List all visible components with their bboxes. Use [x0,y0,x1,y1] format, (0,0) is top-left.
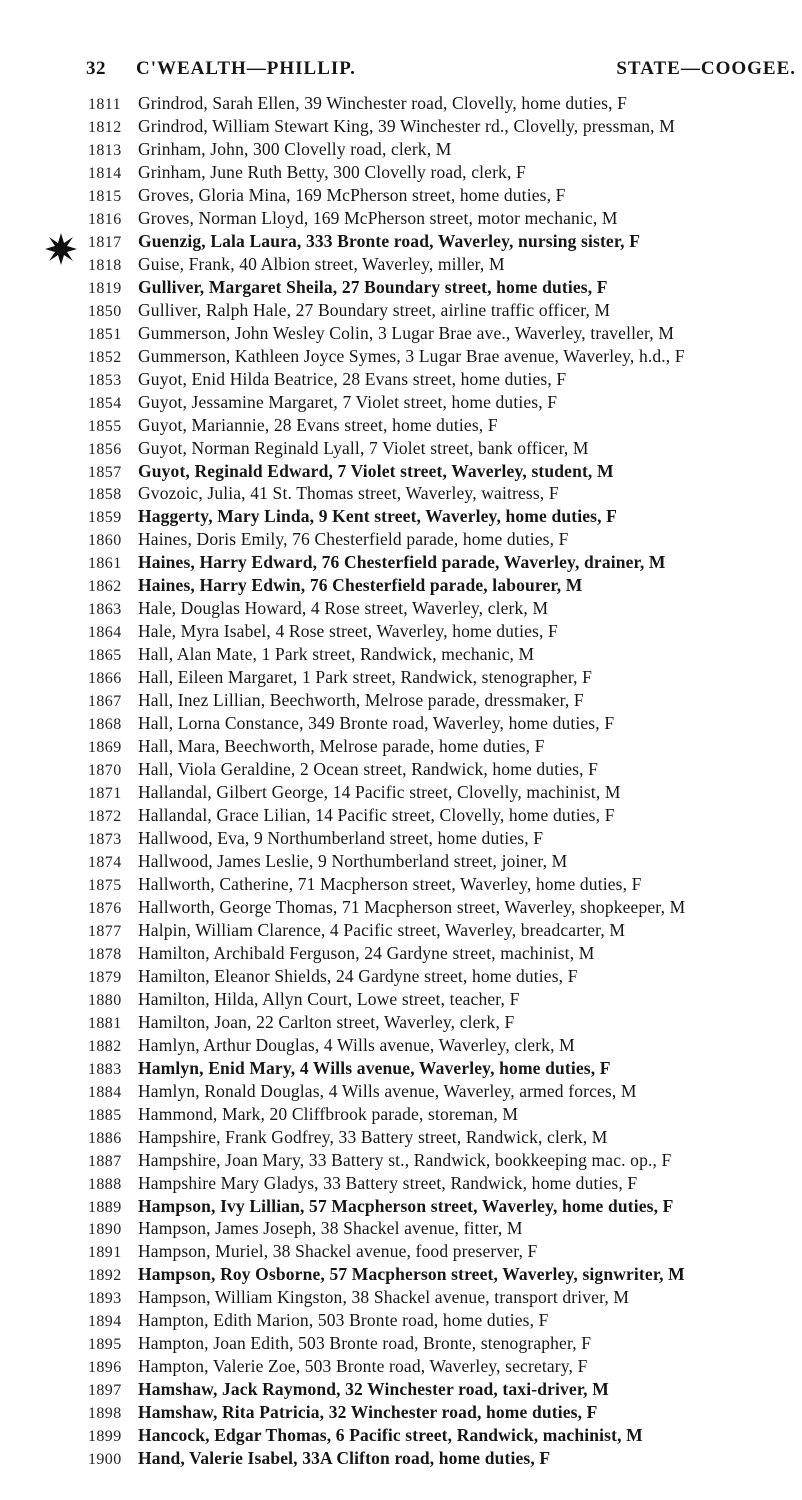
entry-number: 1818 [88,256,122,274]
list-item [88,91,802,114]
list-item [88,734,802,757]
entry-number: 1886 [88,1129,122,1147]
page-number: 32 [86,58,106,79]
entry-number: 1900 [88,1451,122,1469]
running-head-right: STATE—COOGEE. [616,58,796,79]
entry-text: Hammond, Mark, 20 Cliffbrook parade, storeman, M [138,1103,519,1124]
list-item [88,895,802,918]
list-item [88,321,802,344]
entry-text: Gvozoic, Julia, 41 St. Thomas street, Waverley, waitress, F [138,483,559,504]
entry-number: 1890 [88,1221,122,1239]
entry-text: Haggerty, Mary Linda, 9 Kent street, Waverley, home duties, F [138,506,618,527]
entry-number: 1885 [88,1106,122,1124]
entry-text: Hamilton, Eleanor Shields, 24 Gardyne street, home duties, F [138,965,578,986]
entry-text: Hampton, Edith Marion, 503 Bronte road, home duties, F [138,1310,549,1331]
entry-text: Hampson, Roy Osborne, 57 Macpherson street, Waverley, signwriter, M [138,1264,685,1285]
entry-number: 1869 [88,739,122,757]
entry-number: 1880 [88,991,122,1009]
entry-number: 1863 [88,601,122,619]
entry-number: 1866 [88,670,122,688]
entry-text: Hall, Viola Geraldine, 2 Ocean street, Randwick, home duties, F [138,759,599,780]
entry-number: 1877 [88,922,122,940]
entry-number: 1883 [88,1060,122,1078]
entry-number: 1851 [88,325,122,343]
list-item [88,918,802,941]
entry-number: 1878 [88,945,122,963]
entry-number: 1898 [88,1405,122,1423]
list-item [88,780,802,803]
entry-number: 1873 [88,831,122,848]
entry-text: Hallwood, James Leslie, 9 Northumberland street, joiner, M [138,850,568,871]
entry-text: Hallworth, Catherine, 71 Macpherson street, Waverley, home duties, F [138,873,642,894]
entry-text: Guyot, Mariannie, 28 Evans street, home duties, F [138,414,498,435]
entry-number: 1870 [88,762,122,780]
list-item [88,1239,802,1262]
entry-number: 1887 [88,1152,122,1170]
entry-list [88,91,802,1469]
running-head-left: C'WEALTH—PHILLIP. [136,58,356,79]
entry-number: 1859 [88,509,122,527]
list-item [88,275,802,298]
entry-text: Hall, Mara, Beechworth, Melrose parade, home duties, F [138,736,545,757]
entry-text: Hancock, Edgar Thomas, 6 Pacific street, Randwick, machinist, M [138,1425,643,1446]
list-item [88,941,802,964]
entry-text: Gummerson, Kathleen Joyce Symes, 3 Lugar Brae avenue, Waverley, h.d., F [138,345,685,366]
entry-number: 1811 [88,96,122,113]
entry-text: Hamlyn, Enid Mary, 4 Wills avenue, Waverley, home duties, F [138,1057,611,1078]
entry-text: Hamilton, Hilda, Allyn Court, Lowe street, teacher, F [138,988,520,1009]
entry-text: Hamilton, Archibald Ferguson, 24 Gardyne street, machinist, M [138,942,595,963]
list-item [88,344,802,367]
list-item [88,872,802,895]
list-item [88,550,802,573]
entry-number: 1874 [88,853,122,871]
list-item [88,1446,802,1469]
entry-text: Haines, Harry Edward, 76 Chesterfield parade, Waverley, drainer, M [138,552,666,573]
entry-number: 1865 [88,647,122,665]
entry-text: Hallworth, George Thomas, 71 Macpherson street, Waverley, shopkeeper, M [138,896,686,917]
list-item [88,504,802,527]
entry-text: Haines, Harry Edwin, 76 Chesterfield parade, labourer, M [138,575,583,596]
list-item [88,1331,802,1354]
list-item [88,459,802,482]
entry-text: Halpin, William Clarence, 4 Pacific street, Waverley, breadcarter, M [138,919,626,940]
list-item [88,987,802,1010]
entry-text: Grinham, John, 300 Clovelly road, clerk, M [138,138,452,159]
entry-text: Gummerson, John Wesley Colin, 3 Lugar Brae ave., Waverley, traveller, M [138,322,675,343]
list-item [88,413,802,436]
entry-text: Hampshire, Joan Mary, 33 Battery st., Randwick, bookkeeping mac. op., F [138,1149,672,1170]
entry-number: 1888 [88,1175,122,1193]
entry-text: Hallandal, Gilbert George, 14 Pacific street, Clovelly, machinist, M [138,782,621,803]
list-item [88,252,802,275]
entry-number: 1884 [88,1083,122,1101]
entry-number: 1857 [88,463,122,481]
entry-text: Hamilton, Joan, 22 Carlton street, Waverley, clerk, F [138,1011,515,1032]
entry-text: Hallandal, Grace Lilian, 14 Pacific street, Clovelly, home duties, F [138,805,615,826]
list-item [88,1194,802,1217]
list-item [88,1285,802,1308]
list-item [88,964,802,987]
entry-number: 1854 [88,394,122,412]
list-item [88,757,802,780]
entry-text: Hampton, Joan Edith, 503 Bronte road, Bronte, stenographer, F [138,1333,592,1354]
entry-number: 1867 [88,693,122,711]
entry-text: Hallwood, Eva, 9 Northumberland street, home duties, F [138,828,544,848]
entry-number: 1850 [88,302,122,320]
entry-number: 1815 [88,187,122,205]
entry-text: Hamlyn, Ronald Douglas, 4 Wills avenue, Waverley, armed forces, M [138,1080,637,1101]
entry-text: Hampson, Ivy Lillian, 57 Macpherson street, Waverley, home duties, F [138,1195,674,1216]
entry-number: 1895 [88,1336,122,1354]
asterisk-marker-icon [44,232,78,266]
entry-number: 1882 [88,1037,122,1055]
entry-number: 1861 [88,555,122,573]
list-item [88,160,802,183]
entry-text: Hampshire Mary Gladys, 33 Battery street, Randwick, home duties, F [138,1172,638,1193]
list-item [88,596,802,619]
entry-number: 1816 [88,210,122,228]
entry-number: 1894 [88,1313,122,1331]
list-item [88,1033,802,1056]
entry-text: Hall, Lorna Constance, 349 Bronte road, Waverley, home duties, F [138,713,615,734]
list-item [88,481,802,504]
entry-text: Hampton, Valerie Zoe, 503 Bronte road, Waverley, secretary, F [138,1356,588,1377]
list-item [88,1171,802,1194]
entry-text: Hale, Douglas Howard, 4 Rose street, Waverley, clerk, M [138,598,549,619]
entry-text: Grinham, June Ruth Betty, 300 Clovelly road, clerk, F [138,161,526,182]
entry-number: 1899 [88,1428,122,1446]
list-item [88,1377,802,1400]
entry-number: 1860 [88,532,122,550]
entry-number: 1876 [88,899,122,917]
list-item [88,1056,802,1079]
list-item [88,1308,802,1331]
list-item [88,298,802,321]
entry-text: Hamlyn, Arthur Douglas, 4 Wills avenue, Waverley, clerk, M [138,1034,575,1055]
entry-text: Guise, Frank, 40 Albion street, Waverley, miller, M [138,253,505,274]
entry-number: 1879 [88,968,122,986]
entry-number: 1872 [88,808,122,826]
list-item [88,1148,802,1171]
list-item [88,527,802,550]
entry-number: 1881 [88,1014,122,1032]
entry-text: Hall, Inez Lillian, Beechworth, Melrose parade, dressmaker, F [138,690,584,711]
list-item [88,183,802,206]
entry-text: Guyot, Enid Hilda Beatrice, 28 Evans street, home duties, F [138,368,567,389]
entry-text: Hamshaw, Jack Raymond, 32 Winchester road, taxi-driver, M [138,1379,609,1400]
entry-number: 1852 [88,348,122,366]
entry-text: Groves, Gloria Mina, 169 McPherson street, home duties, F [138,184,566,205]
entry-text: Grindrod, Sarah Ellen, 39 Winchester road, Clovelly, home duties, F [138,93,628,113]
list-item [88,803,802,826]
page-header [86,58,796,88]
list-item [88,1216,802,1239]
entry-text: Gulliver, Margaret Sheila, 27 Boundary street, home duties, F [138,276,608,297]
list-item [88,1102,802,1125]
list-item [88,390,802,413]
entry-text: Guyot, Norman Reginald Lyall, 7 Violet street, bank officer, M [138,437,589,458]
entry-number: 1813 [88,141,122,159]
entry-number: 1819 [88,279,122,297]
list-item [88,642,802,665]
entry-number: 1864 [88,624,122,642]
entry-number: 1817 [88,233,122,251]
entry-number: 1856 [88,440,122,458]
list-item [88,1354,802,1377]
list-item [88,1423,802,1446]
list-item [88,1262,802,1285]
list-item [88,1125,802,1148]
list-item [88,619,802,642]
entry-text: Hall, Eileen Margaret, 1 Park street, Randwick, stenographer, F [138,667,593,688]
entry-text: Grindrod, William Stewart King, 39 Winchester rd., Clovelly, pressman, M [138,115,675,136]
entry-text: Guyot, Reginald Edward, 7 Violet street, Waverley, student, M [138,460,614,481]
list-item [88,1079,802,1102]
list-item [88,826,802,849]
entry-text: Groves, Norman Lloyd, 169 McPherson street, motor mechanic, M [138,207,618,228]
list-item [88,114,802,137]
entry-number: 1862 [88,578,122,596]
list-item [88,849,802,872]
entry-number: 1812 [88,118,122,136]
entry-number: 1896 [88,1359,122,1377]
entry-number: 1897 [88,1382,122,1400]
list-item [88,711,802,734]
entry-number: 1892 [88,1267,122,1285]
entry-text: Hale, Myra Isabel, 4 Rose street, Waverley, home duties, F [138,621,558,642]
list-item [88,206,802,229]
entry-number: 1889 [88,1198,122,1216]
entry-text: Gulliver, Ralph Hale, 27 Boundary street, airline traffic officer, M [138,299,611,320]
entry-text: Hampson, James Joseph, 38 Shackel avenue, fitter, M [138,1218,523,1239]
list-item [88,1010,802,1033]
list-item [88,367,802,390]
entry-number: 1855 [88,417,122,435]
list-item [88,229,802,252]
entry-text: Hall, Alan Mate, 1 Park street, Randwick, mechanic, M [138,644,535,665]
entry-number: 1858 [88,486,122,504]
entry-text: Hampson, William Kingston, 38 Shackel avenue, transport driver, M [138,1287,630,1308]
entry-text: Hampson, Muriel, 38 Shackel avenue, food preserver, F [138,1241,538,1262]
entry-number: 1814 [88,164,122,182]
entry-text: Hand, Valerie Isabel, 33A Clifton road, home duties, F [138,1448,551,1469]
list-item [88,688,802,711]
entry-number: 1893 [88,1290,122,1308]
entry-number: 1868 [88,716,122,734]
list-item [88,573,802,596]
list-item [88,665,802,688]
entry-number: 1875 [88,876,122,894]
entry-text: Hamshaw, Rita Patricia, 32 Winchester road, home duties, F [138,1402,598,1423]
entry-text: Guyot, Jessamine Margaret, 7 Violet street, home duties, F [138,391,558,412]
entry-text: Haines, Doris Emily, 76 Chesterfield parade, home duties, F [138,529,569,550]
entry-text: Hampshire, Frank Godfrey, 33 Battery street, Randwick, clerk, M [138,1126,608,1147]
list-item [88,436,802,459]
entry-text: Guenzig, Lala Laura, 333 Bronte road, Waverley, nursing sister, F [138,230,641,251]
list-item [88,137,802,160]
list-item [88,1400,802,1423]
entry-number: 1871 [88,785,122,803]
entry-number: 1853 [88,371,122,389]
entry-number: 1891 [88,1244,122,1262]
